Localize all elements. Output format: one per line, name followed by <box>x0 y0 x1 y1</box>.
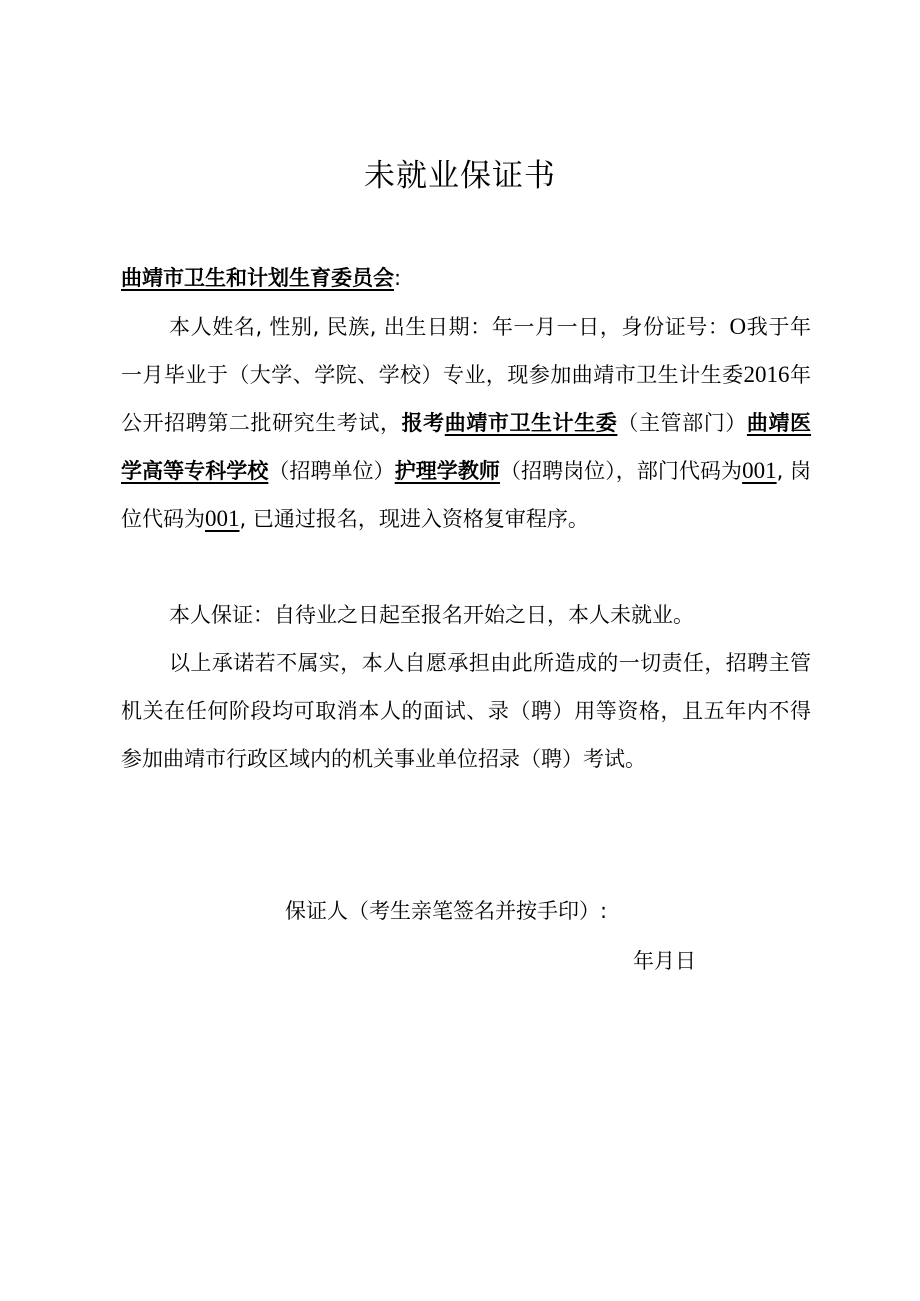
p1-text-3: 年公开招聘第二批研究生考试， <box>121 363 811 435</box>
dept-name: 曲靖市卫生计生委 <box>444 411 618 435</box>
paragraph-commitment: 以上承诺若不属实，本人自愿承担由此所造成的一切责任，招聘主管机关在任何阶段均可取消本人的面试、录（聘）用等资格，且五年内不得参加曲靖市行政区域内的机关事业单位招录（聘）考试。 <box>121 651 811 771</box>
addressee-colon: : <box>394 266 402 290</box>
apply-label: 报考 <box>401 411 445 435</box>
p1-text-1: 本人姓名, 性别, 民族, 出生日期：年一月一日，身份证号： <box>169 315 730 339</box>
position-note: （招聘岗位） <box>499 459 616 483</box>
dept-code: 001 <box>742 458 777 483</box>
p1-text-4: ，部门代码为 <box>615 459 743 483</box>
unit-note: （招聘单位） <box>268 459 395 483</box>
date-label: 年月日 <box>633 949 696 973</box>
dept-note: （主管部门） <box>617 411 747 435</box>
id-number-mark: O <box>729 314 747 339</box>
paragraph-guarantee: 本人保证：自待业之日起至报名开始之日，本人未就业。 <box>169 603 694 627</box>
addressee-org: 曲靖市卫生和计划生育委员会 <box>121 266 394 290</box>
position-name: 护理学教师 <box>394 459 500 483</box>
position-code: 001 <box>205 506 240 531</box>
addressee-line <box>121 262 401 292</box>
p1-text-5: , 岗位代码为 <box>121 459 812 531</box>
document-title: 未就业保证书 <box>364 158 556 194</box>
p1-text-2: 我于年一月毕业于（大学、学院、学校）专业，现参加曲靖市卫生计生委 <box>121 315 811 387</box>
paragraph-personal-info <box>121 303 811 543</box>
signature-label: 保证人（考生亲笔签名并按手印）: <box>285 899 608 923</box>
p1-text-6: , 已通过报名，现进入资格复审程序。 <box>239 507 589 531</box>
exam-year: 2016 <box>743 362 790 387</box>
unit-name: 曲靖医学高等专科学校 <box>121 411 812 483</box>
